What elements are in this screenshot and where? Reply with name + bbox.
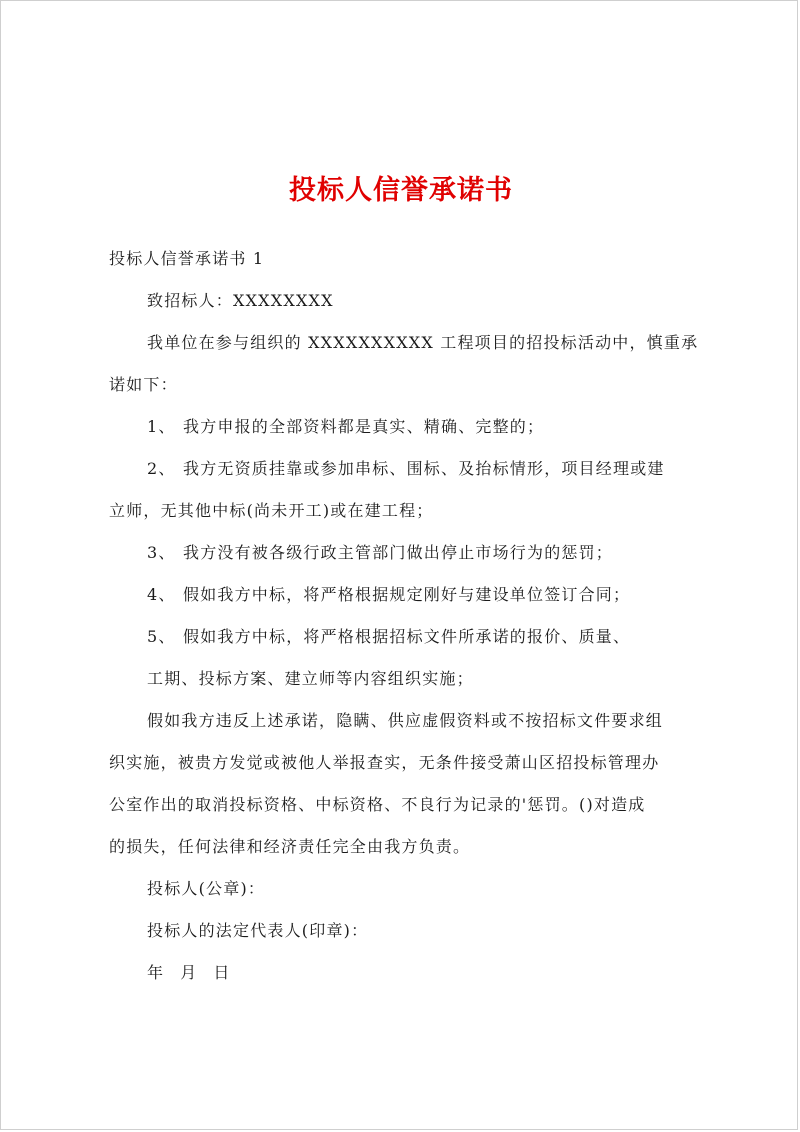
commitment-item-3 bbox=[109, 535, 699, 577]
item-text: 假如我方中标，将严格根据规定刚好与建设单位签订合同； bbox=[183, 585, 631, 604]
document-body bbox=[109, 241, 699, 997]
date-line bbox=[109, 955, 699, 997]
commitment-item-4 bbox=[109, 577, 699, 619]
penalty-line-2: 织实施，被贵方发觉或被他人举报查实，无条件接受萧山区招投标管理办 bbox=[109, 753, 660, 772]
item-text: 假如我方中标，将严格根据招标文件所承诺的报价、质量、 bbox=[183, 627, 631, 646]
penalty-line-3: 公室作出的取消投标资格、中标资格、不良行为记录的'惩罚。()对造成 bbox=[109, 795, 646, 814]
item-text: 我方无资质挂靠或参加串标、围标、及抬标情形，项目经理或建 bbox=[183, 459, 665, 478]
recipient-line: 致招标人：XXXXXXXX bbox=[147, 291, 334, 310]
penalty-line-1: 假如我方违反上述承诺，隐瞒、供应虚假资料或不按招标文件要求组 bbox=[147, 711, 664, 730]
intro-line-2: 诺如下： bbox=[109, 375, 178, 394]
document-title: 投标人信誉承诺书 bbox=[289, 175, 513, 206]
commitment-item-2 bbox=[109, 451, 699, 493]
item-number: 4、 bbox=[147, 585, 176, 604]
item-text: 我方没有被各级行政主管部门做出停止市场行为的惩罚； bbox=[183, 543, 614, 562]
date-month-label: 月 bbox=[180, 963, 198, 982]
item-number: 1、 bbox=[147, 417, 176, 436]
legal-representative-line: 投标人的法定代表人(印章)： bbox=[147, 921, 369, 940]
penalty-line-4: 的损失，任何法律和经济责任完全由我方负责。 bbox=[109, 837, 471, 856]
bidder-seal-line: 投标人(公章)： bbox=[147, 879, 266, 898]
date-day-label: 日 bbox=[213, 963, 231, 982]
item-number: 2、 bbox=[147, 459, 176, 478]
commitment-item-5 bbox=[109, 619, 699, 661]
commitment-item-1 bbox=[109, 409, 699, 451]
date-year-label: 年 bbox=[147, 963, 165, 982]
document-subtitle: 投标人信誉承诺书 1 bbox=[109, 249, 265, 268]
commitment-item-2-continued: 立师，无其他中标(尚未开工)或在建工程； bbox=[109, 501, 434, 520]
intro-line-1: 我单位在参与组织的 XXXXXXXXXX 工程项目的招投标活动中，慎重承 bbox=[147, 333, 699, 352]
item-number: 3、 bbox=[147, 543, 176, 562]
commitment-item-5-continued: 工期、投标方案、建立师等内容组织实施； bbox=[147, 669, 474, 688]
item-text: 我方申报的全部资料都是真实、精确、完整的； bbox=[183, 417, 545, 436]
item-number: 5、 bbox=[147, 627, 176, 646]
